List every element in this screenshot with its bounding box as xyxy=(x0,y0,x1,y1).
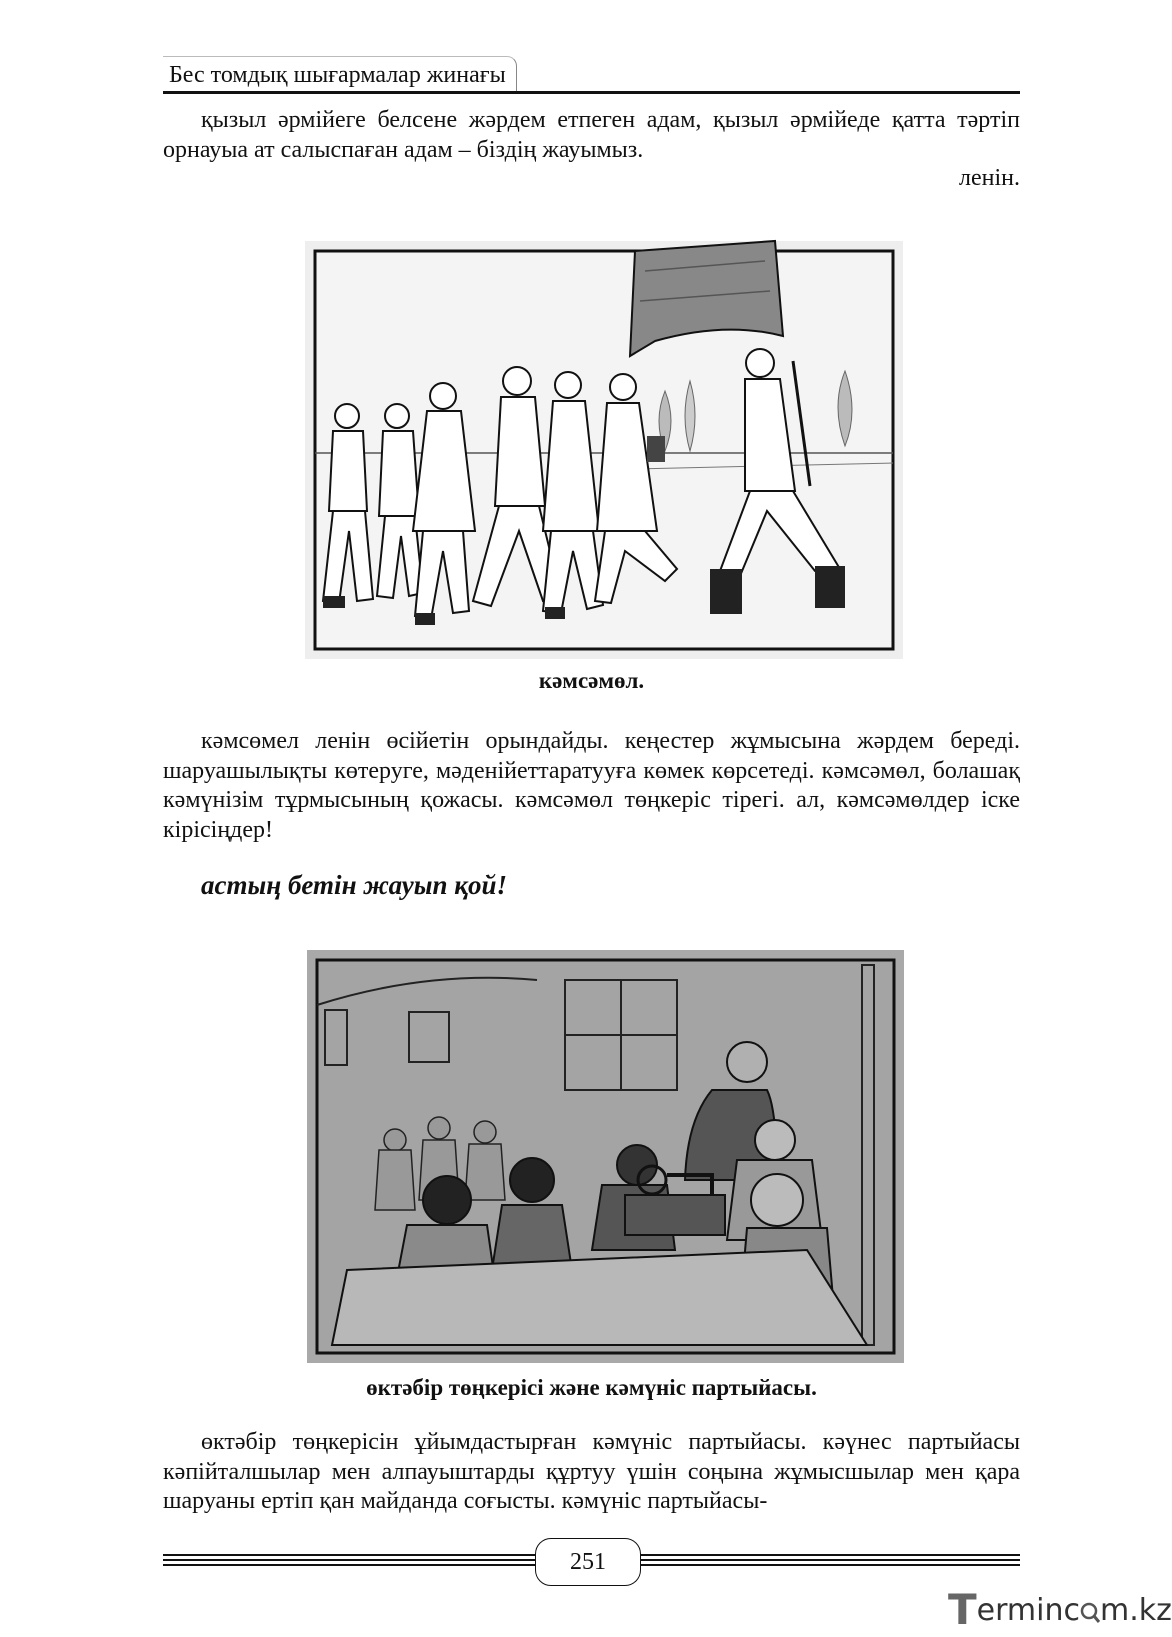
watermark-text-1: erminc xyxy=(976,1593,1080,1628)
watermark-letter-t: T xyxy=(948,1585,977,1634)
intro-quote: қызыл әрмійеге белсене жәрдем етпеген адам, қызыл әрмійеде қатта тәртіп орнауыа ат салыспаған адам – біздің жауымыз. xyxy=(163,107,1020,163)
footer-rule-left-mid xyxy=(163,1559,535,1561)
section-heading: астың бетін жауып қой! xyxy=(201,870,507,900)
sewing-workshop-illustration xyxy=(307,950,904,1363)
footer-rule-right-top xyxy=(641,1554,1020,1556)
footer-rule-left-bottom xyxy=(163,1564,535,1566)
footer-rule-right-bottom xyxy=(641,1564,1020,1566)
page-footer xyxy=(163,1538,1020,1588)
quote-attribution: ленін. xyxy=(959,165,1020,191)
page-number: 251 xyxy=(535,1538,641,1586)
figure2-caption: өктәбір төңкерісі және кәмүніс партыйасы. xyxy=(366,1375,817,1400)
party-paragraph: өктәбір төңкерісін ұйымдастырған кәмүніс партыйасы. кәүнес партыйасы кәпійталшылар мен алпауыштарды құртуу үшін соңына жұмысшылар мен қара шаруаны ертіп қан майданда соғысты. кәмүніс партыйасы- xyxy=(163,1429,1020,1514)
book-title: Бес томдық шығармалар жинағы xyxy=(163,56,517,91)
footer-rule-left-top xyxy=(163,1554,535,1556)
komsomol-march-illustration xyxy=(305,241,903,659)
komsomol-paragraph: кәмсөмел ленін өсійетін орындайды. кеңестер жұмысына жәрдем береді. шаруашылықты көтеруге, мәденійеттаратууға көмек көрсетеді. кәмсәмөл, болашақ кәмүнізім тұрмысының қожасы. кәмсәмөл төңкеріс тірегі. ал, кәмсәмөлдер іске кірісіңдер! xyxy=(163,728,1020,843)
watermark-text-2: m.kz xyxy=(1100,1593,1172,1628)
watermark-logo xyxy=(948,1585,1172,1634)
magnifier-icon xyxy=(1080,1597,1100,1619)
footer-rule-right-mid xyxy=(641,1559,1020,1561)
running-header xyxy=(163,56,1020,96)
header-rule xyxy=(163,91,1020,94)
figure1-caption: кәмсәмөл. xyxy=(538,668,645,693)
